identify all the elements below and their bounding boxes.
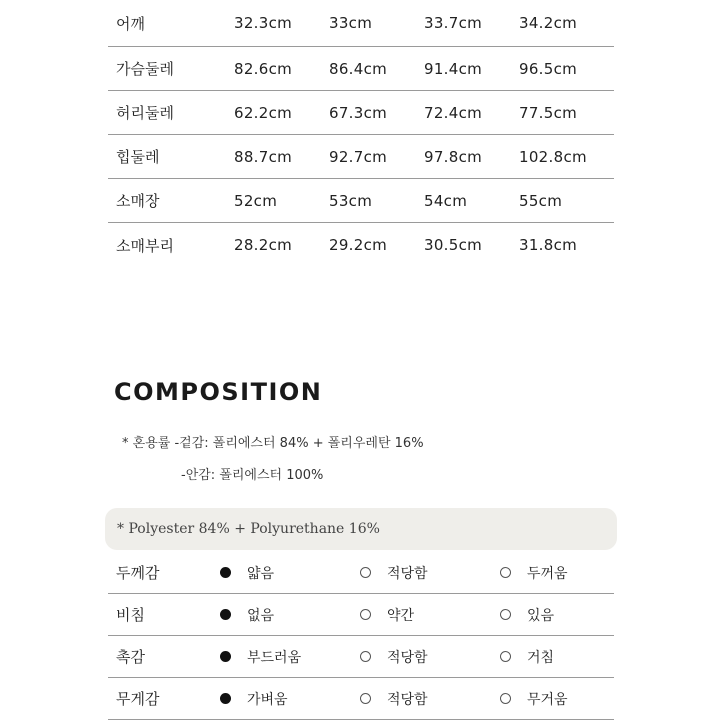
- table-row: [108, 223, 614, 267]
- cell-size-4: 102.8cm: [519, 147, 587, 166]
- option-2: [360, 563, 500, 583]
- radio-empty-icon: [360, 567, 371, 578]
- cell-size-2: 53cm: [329, 191, 373, 210]
- cell-size-3: 33.7cm: [424, 14, 483, 32]
- row-label: 소매장: [116, 192, 160, 210]
- feature-label: 비침: [116, 606, 145, 624]
- radio-empty-icon: [500, 609, 511, 620]
- composition-english-text: * Polyester 84% + Polyurethane 16%: [117, 521, 380, 537]
- feature-table: [108, 552, 614, 720]
- cell-size-3: 72.4cm: [424, 103, 483, 122]
- cell-size-2: 86.4cm: [329, 59, 388, 78]
- cell-size-1: 32.3cm: [234, 14, 293, 32]
- option-label: 두꺼움: [527, 565, 568, 582]
- composition-line-outer: * 혼용률 -겉감: 폴리에스터 84% + 폴리우레탄 16%: [122, 436, 424, 451]
- radio-empty-icon: [500, 567, 511, 578]
- option-3: [500, 647, 610, 667]
- cell-size-4: 77.5cm: [519, 103, 578, 122]
- cell-size-4: 31.8cm: [519, 236, 578, 254]
- feature-row-thickness: [108, 552, 614, 594]
- table-row: [108, 91, 614, 135]
- size-table: [108, 0, 614, 267]
- table-row: [108, 135, 614, 179]
- option-label: 부드러움: [247, 649, 302, 666]
- composition-english-box: [105, 508, 617, 550]
- cell-size-1: 28.2cm: [234, 236, 293, 254]
- feature-label: 무게감: [116, 690, 160, 708]
- cell-size-3: 91.4cm: [424, 59, 483, 78]
- option-2: [360, 605, 500, 625]
- cell-size-3: 54cm: [424, 191, 468, 210]
- cell-size-4: 34.2cm: [519, 14, 578, 32]
- option-1: [220, 647, 360, 667]
- option-3: [500, 563, 610, 583]
- row-label: 힙둘레: [116, 148, 160, 166]
- composition-title: COMPOSITION: [114, 378, 323, 406]
- option-label: 무거움: [527, 691, 568, 708]
- option-1: [220, 605, 360, 625]
- radio-empty-icon: [360, 609, 371, 620]
- radio-filled-icon: [220, 651, 231, 662]
- option-label: 적당함: [387, 649, 428, 666]
- cell-size-2: 92.7cm: [329, 147, 388, 166]
- cell-size-2: 67.3cm: [329, 103, 388, 122]
- feature-label: 두께감: [116, 564, 160, 582]
- row-label: 어깨: [116, 14, 145, 33]
- cell-size-2: 33cm: [329, 14, 373, 32]
- cell-size-3: 30.5cm: [424, 236, 483, 254]
- table-row: [108, 47, 614, 91]
- cell-size-1: 88.7cm: [234, 147, 293, 166]
- cell-size-1: 62.2cm: [234, 103, 293, 122]
- option-1: [220, 563, 360, 583]
- cell-size-4: 55cm: [519, 191, 563, 210]
- composition-line-inner: -안감: 폴리에스터 100%: [181, 468, 324, 483]
- cell-size-1: 82.6cm: [234, 59, 293, 78]
- feature-label: 촉감: [116, 648, 145, 666]
- feature-row-transparency: [108, 594, 614, 636]
- feature-row-texture: [108, 636, 614, 678]
- option-3: [500, 689, 610, 709]
- row-label: 허리둘레: [116, 104, 174, 122]
- feature-row-weight: [108, 678, 614, 720]
- radio-empty-icon: [500, 693, 511, 704]
- option-2: [360, 647, 500, 667]
- radio-filled-icon: [220, 567, 231, 578]
- cell-size-2: 29.2cm: [329, 236, 388, 254]
- option-label: 있음: [527, 607, 555, 624]
- radio-empty-icon: [360, 693, 371, 704]
- option-label: 적당함: [387, 565, 428, 582]
- option-label: 없음: [247, 607, 275, 624]
- option-label: 약간: [387, 607, 415, 624]
- cell-size-4: 96.5cm: [519, 59, 578, 78]
- option-label: 거침: [527, 649, 555, 666]
- radio-filled-icon: [220, 609, 231, 620]
- row-label: 소매부리: [116, 236, 174, 255]
- option-label: 가벼움: [247, 691, 288, 708]
- option-label: 적당함: [387, 691, 428, 708]
- table-row: [108, 0, 614, 47]
- option-3: [500, 605, 610, 625]
- cell-size-3: 97.8cm: [424, 147, 483, 166]
- radio-empty-icon: [360, 651, 371, 662]
- option-1: [220, 689, 360, 709]
- radio-filled-icon: [220, 693, 231, 704]
- option-label: 얇음: [247, 565, 275, 582]
- row-label: 가슴둘레: [116, 60, 174, 78]
- radio-empty-icon: [500, 651, 511, 662]
- cell-size-1: 52cm: [234, 191, 278, 210]
- table-row: [108, 179, 614, 223]
- option-2: [360, 689, 500, 709]
